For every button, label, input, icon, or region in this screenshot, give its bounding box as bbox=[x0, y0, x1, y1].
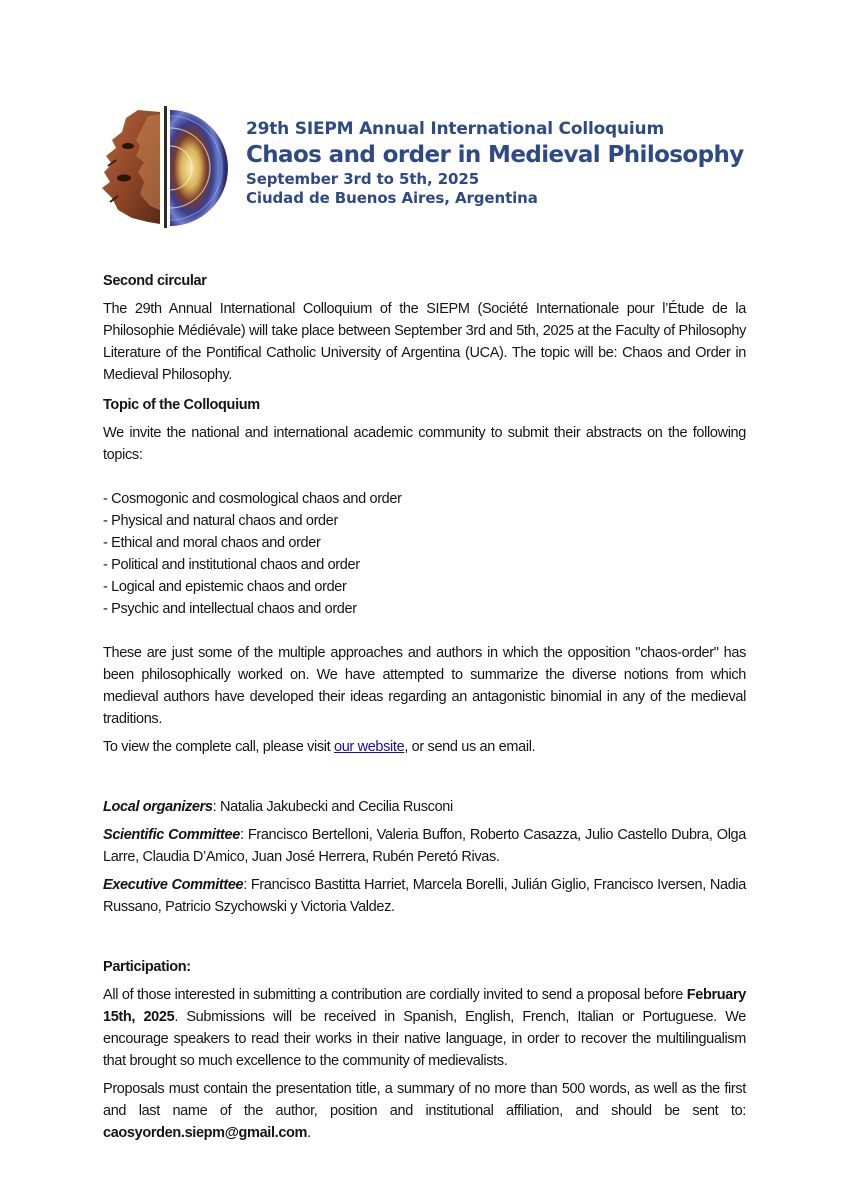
second-circular-paragraph: The 29th Annual International Colloquium of the SIEPM (Société Internationale pour l’Étude de la Philosophie Médiévale) will take place between September 3rd and 5th, 2025 at the Faculty of Philosophy Literature of the Pontifical Catholic University of Argentina (UCA). The topic will be: Chaos and Order in Medieval Philosophy. bbox=[103, 301, 746, 383]
local-organizers-names: : Natalia Jakubecki and Cecilia Rusconi bbox=[212, 799, 453, 815]
submission-deadline: February 15th, 2025 bbox=[103, 987, 746, 1025]
list-item: - Political and institutional chaos and order bbox=[103, 557, 360, 573]
logo-icon bbox=[98, 106, 232, 228]
list-item: - Cosmogonic and cosmological chaos and order bbox=[103, 491, 402, 507]
executive-committee bbox=[103, 874, 746, 918]
executive-committee-label: Executive Committee bbox=[103, 877, 244, 893]
topic-intro: We invite the national and international academic community to submit their abstracts on the following topics: bbox=[103, 425, 746, 463]
list-item: - Psychic and intellectual chaos and order bbox=[103, 601, 357, 617]
colloquium-location: Ciudad de Buenos Aires, Argentina bbox=[246, 189, 538, 207]
participation-p2-before: Proposals must contain the presentation title, a summary of no more than 500 words, as well as the first and last name of the author, position and institutional affiliation, and should be sent to: bbox=[103, 1081, 746, 1119]
topic-heading: Topic of the Colloquium bbox=[103, 397, 260, 413]
list-item: - Physical and natural chaos and order bbox=[103, 513, 338, 529]
contact-email: caosyorden.siepm@gmail.com bbox=[103, 1125, 308, 1141]
participation-p2-after: . bbox=[307, 1125, 311, 1141]
topic-closing-paragraph: These are just some of the multiple approaches and authors in which the opposition "chaos-order" has been philosophically worked on. We have attempted to summarize the diverse notions from which medieval authors have developed their ideas regarding an antagonistic binomial in any of the medieval traditions. bbox=[103, 645, 746, 727]
second-circular-heading: Second circular bbox=[103, 273, 207, 289]
topic-list bbox=[103, 488, 746, 620]
participation-paragraph-1 bbox=[103, 984, 746, 1072]
participation-heading: Participation: bbox=[103, 959, 191, 975]
circular-body bbox=[103, 270, 746, 1144]
participation-p1-before: All of those interested in submitting a contribution are cordially invited to send a proposal before bbox=[103, 987, 687, 1003]
scientific-committee-names: : Francisco Bertelloni, Valeria Buffon, Roberto Casazza, Julio Castello Dubra, Olga Larre, Claudia D’Amico, Juan José Herrera, Rubén Peretó Rivas. bbox=[103, 827, 746, 865]
list-item: - Ethical and moral chaos and order bbox=[103, 535, 321, 551]
executive-committee-names: : Francisco Bastitta Harriet, Marcela Borelli, Julián Giglio, Francisco Iversen, Nadia Russano, Patricio Szychowski y Victoria Valdez. bbox=[103, 877, 747, 915]
participation-paragraph-2 bbox=[103, 1078, 746, 1144]
scientific-committee-label: Scientific Committee bbox=[103, 827, 240, 843]
participation-p1-after: . Submissions will be received in Spanish, English, French, Italian or Portuguese. We encourage speakers to read their works in their native language, in order to recover the multilingualism that brought so much excellence to the community of medievalists. bbox=[103, 1009, 746, 1069]
colloquium-dates: September 3rd to 5th, 2025 bbox=[246, 170, 480, 188]
colloquium-theme: Chaos and order in Medieval Philosophy bbox=[246, 142, 744, 168]
local-organizers bbox=[103, 796, 746, 818]
colloquium-header bbox=[246, 118, 806, 208]
colloquium-name: 29th SIEPM Annual International Colloquium bbox=[246, 119, 664, 139]
call-suffix: , or send us an email. bbox=[404, 739, 536, 755]
call-paragraph bbox=[103, 736, 746, 758]
website-link[interactable]: our website bbox=[334, 739, 405, 755]
medieval-face-and-cosmos-logo bbox=[98, 106, 232, 228]
scientific-committee bbox=[103, 824, 746, 868]
list-item: - Logical and epistemic chaos and order bbox=[103, 579, 347, 595]
call-prefix: To view the complete call, please visit bbox=[103, 739, 334, 755]
local-organizers-label: Local organizers bbox=[103, 799, 213, 815]
